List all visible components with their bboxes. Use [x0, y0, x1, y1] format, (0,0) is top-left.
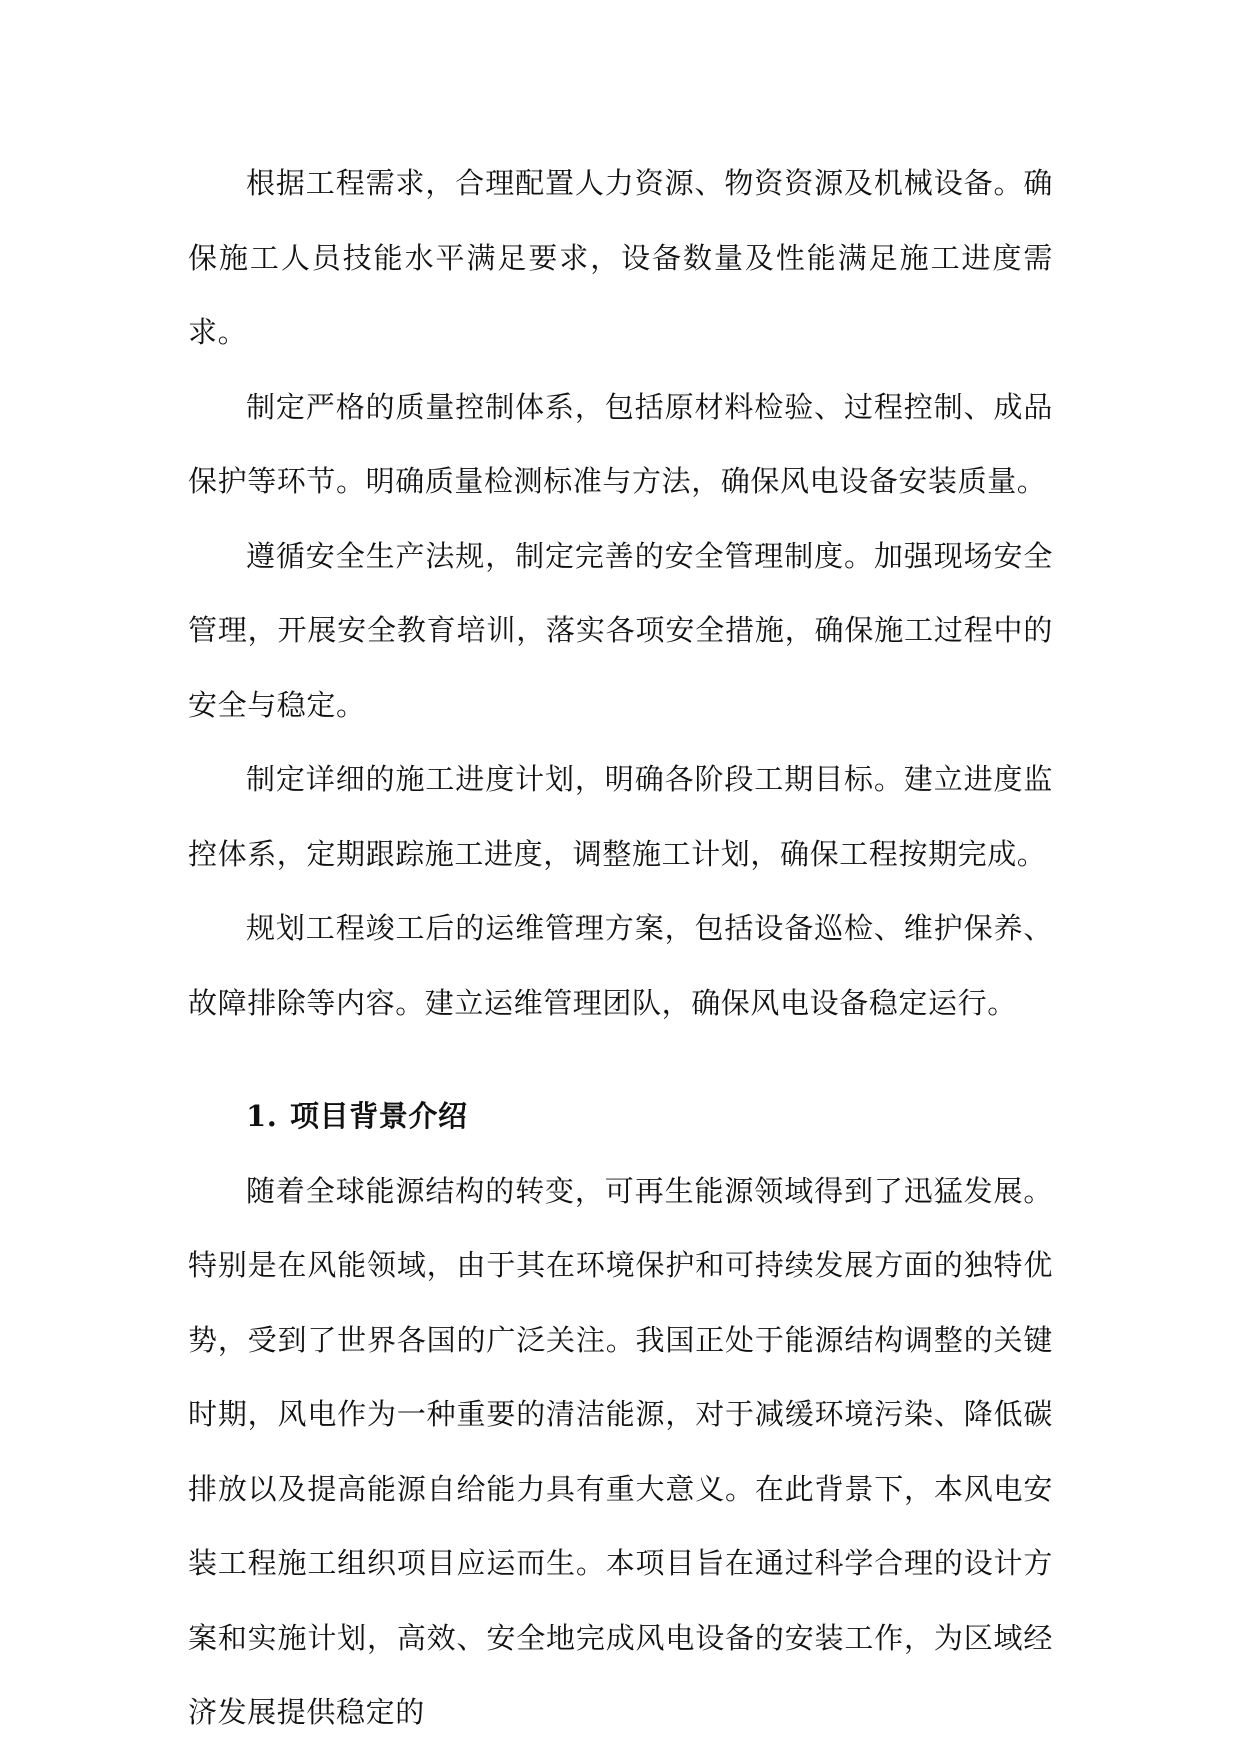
paragraph-schedule-plan: 制定详细的施工进度计划，明确各阶段工期目标。建立进度监控体系，定期跟踪施工进度，调整施工计划，确保工程按期完成。: [188, 762, 1053, 871]
section-title: 项目背景介绍: [290, 1099, 468, 1133]
section-number: 1.: [246, 1099, 278, 1133]
document-body: [188, 146, 1053, 1750]
section-heading: [188, 1079, 1053, 1154]
paragraph-operations-maintenance: 规划工程竣工后的运维管理方案，包括设备巡检、维护保养、故障排除等内容。建立运维管理团队，确保风电设备稳定运行。: [188, 911, 1053, 1020]
paragraph-quality-control: 制定严格的质量控制体系，包括原材料检验、过程控制、成品保护等环节。明确质量检测标准与方法，确保风电设备安装质量。: [188, 389, 1053, 498]
paragraph-safety-management: 遵循安全生产法规，制定完善的安全管理制度。加强现场安全管理，开展安全教育培训，落实各项安全措施，确保施工过程中的安全与稳定。: [188, 538, 1053, 722]
paragraph-resource-allocation: 根据工程需求，合理配置人力资源、物资资源及机械设备。确保施工人员技能水平满足要求，设备数量及性能满足施工进度需求。: [188, 166, 1053, 349]
paragraph-project-background: 随着全球能源结构的转变，可再生能源领域得到了迅猛发展。特别是在风能领域，由于其在环境保护和可持续发展方面的独特优势，受到了世界各国的广泛关注。我国正处于能源结构调整的关键时期，风电作为一种重要的清洁能源，对于减缓环境污染、降低碳排放以及提高能源自给能力具有重大意义。在此背景下，本风电安装工程施工组织项目应运而生。本项目旨在通过科学合理的设计方案和实施计划，高效、安全地完成风电设备的安装工作，为区域经济发展提供稳定的: [188, 1173, 1053, 1729]
